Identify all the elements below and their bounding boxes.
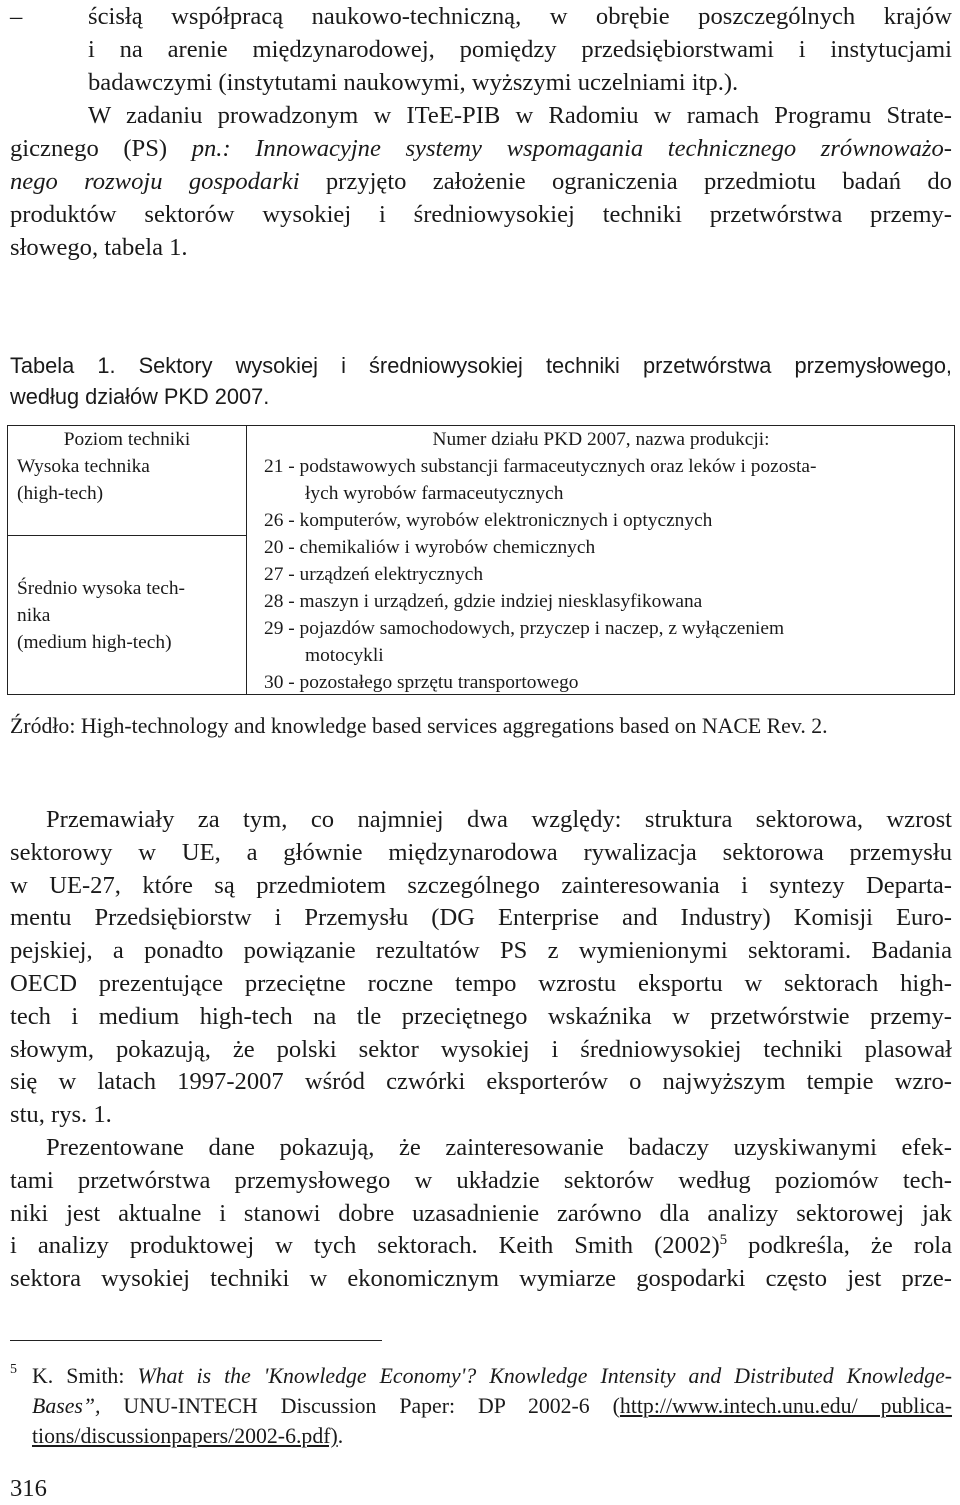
table-cell: 30 - pozostałego sprzętu transportowego: [264, 672, 579, 693]
intro-paragraph: [10, 0, 952, 264]
text-line: Przemawiały za tym, co najmniej dwa względy: struktura sektorowa, wzrost: [46, 806, 952, 833]
text-line: niki jest aktualne i stanowi dobre uzasadnienie zarówno dla analizy sektorowej jak: [10, 1199, 952, 1227]
text-line: i na arenie międzynarodowej, pomiędzy przedsiębiorstwami i instytucjami: [88, 36, 952, 63]
footnote: [10, 1361, 952, 1451]
table-cell: 21 - podstawowych substancji farmaceutycznych oraz leków i pozosta-: [264, 456, 817, 477]
footnote-line: [10, 1421, 952, 1451]
footnote-separator: [10, 1340, 382, 1341]
table-cell: 20 - chemikaliów i wyrobów chemicznych: [264, 537, 596, 558]
text-line: się w latach 1997-2007 wśród czwórki eksporterów o najwyższym tempie wzro-: [10, 1068, 952, 1096]
text-segment: przyjęto założenie ograniczenia przedmiotu badań do: [299, 168, 952, 195]
level-label: Wysoka technika: [17, 456, 150, 477]
table-cell: 26 - komputerów, wyrobów elektronicznych i optycznych: [264, 510, 713, 531]
caption-line: według działów PKD 2007.: [10, 384, 270, 409]
level-label: nika: [17, 605, 51, 626]
text-segment: i analizy produktowej w tych sektorach. Keith Smith (2002): [10, 1232, 720, 1260]
text-line: [10, 1230, 952, 1263]
body-text: [10, 804, 952, 1296]
text-segment: gicznego (PS): [10, 135, 192, 162]
dash-bullet: –: [10, 3, 23, 30]
pkd-sectors-table: [7, 425, 955, 695]
page-number: 316: [10, 1475, 47, 1502]
table-caption: [10, 350, 952, 412]
text-line: produktów sektorów wysokiej i średniowysokiej techniki przetwórstwa przemy-: [10, 201, 952, 228]
text-line: Prezentowane dane pokazują, że zainteresowanie badaczy uzyskiwanymi efek-: [46, 1133, 952, 1161]
text-line: [10, 165, 952, 198]
text-line: słowego, tabela 1.: [10, 234, 188, 261]
footnote-link[interactable]: http://www.intech.unu.edu/ publica-: [619, 1394, 952, 1418]
text-segment: UNU-INTECH Discussion Paper: DP 2002-6 (: [100, 1394, 620, 1418]
text-line: słowym, pokazują, że polski sektor wysokiej i średniowysokiej techniki plasował: [10, 1035, 952, 1063]
table-cell: motocykli: [305, 645, 384, 666]
table-cell: 28 - maszyn i urządzeń, gdzie indziej niesklasyfikowana: [264, 591, 703, 612]
italic-title: What is the 'Knowledge Economy'? Knowledge Intensity and Distributed Knowledge-: [137, 1364, 952, 1388]
table-row-divider: [8, 535, 246, 536]
header-pkd: Numer działu PKD 2007, nazwa produkcji:: [432, 429, 770, 450]
text-line: stu, rys. 1.: [10, 1101, 112, 1129]
text-segment: podkreśla, że rola: [727, 1232, 952, 1260]
italic-title: pn.: Innowacyjne systemy wspomagania technicznego zrównoważo-: [191, 135, 952, 162]
footnote-line: [10, 1361, 952, 1391]
table-column-divider: [246, 426, 247, 694]
source-line: Źródło: High-technology and knowledge based services aggregations based on NACE Rev. 2.: [10, 714, 828, 738]
level-label: (high-tech): [17, 483, 104, 504]
table-cell: 29 - pojazdów samochodowych, przyczep i naczep, z wyłączeniem: [264, 618, 785, 639]
footnote-ref[interactable]: 5: [719, 1232, 728, 1249]
text-segment: K. Smith:: [32, 1364, 138, 1388]
text-line: ścisłą współpracą naukowo-techniczną, w obrębie poszczególnych krajów: [88, 3, 952, 30]
level-label: (medium high-tech): [17, 632, 172, 653]
level-label: Średnio wysoka tech-: [17, 578, 186, 599]
text-segment: .: [337, 1424, 344, 1448]
table-cell: łych wyrobów farmaceutycznych: [305, 483, 564, 504]
footnote-mark: 5: [10, 1362, 17, 1377]
source-note: [10, 711, 952, 742]
header-level: Poziom techniki: [63, 429, 191, 450]
text-line: mentu Przedsiębiorstw i Przemysłu (DG Enterprise and Industry) Komisji Euro-: [10, 904, 952, 932]
text-line: OECD prezentujące przeciętne roczne tempo wzrostu eksportu w sektorach high-: [10, 969, 952, 997]
text-line: sektorowy w UE, a głównie międzynarodowa rywalizacja sektorowa przemysłu: [10, 838, 952, 866]
text-line: tech i medium high-tech na tle przeciętnego wskaźnika w przetwórstwie przemy-: [10, 1002, 952, 1030]
table-cell: 27 - urządzeń elektrycznych: [264, 564, 484, 585]
footnote-line: [10, 1391, 952, 1421]
text-line: W zadaniu prowadzonym w ITeE-PIB w Radomiu w ramach Programu Strate-: [88, 102, 952, 129]
text-line: badawczymi (instytutami naukowymi, wyższymi uczelniami itp.).: [88, 69, 739, 96]
footnote-link[interactable]: tions/discussionpapers/2002-6.pdf): [32, 1424, 338, 1448]
caption-line: Tabela 1. Sektory wysokiej i średniowysokiej techniki przetwórstwa przemysłowego,: [10, 353, 952, 378]
text-line: w UE-27, które są przedmiotem szczególnego zainteresowania i syntezy Departa-: [10, 871, 952, 899]
italic-title: nego rozwoju gospodarki: [10, 168, 300, 195]
text-line: sektora wysokiej techniki w ekonomicznym wymiarze gospodarki często jest prze-: [10, 1265, 952, 1293]
text-line: [10, 132, 952, 165]
italic-title: Bases”,: [32, 1394, 101, 1418]
text-line: tami przetwórstwa przemysłowego w układzie sektorów według poziomów tech-: [10, 1166, 952, 1194]
text-line: pejskiej, a ponadto powiązanie rezultatów PS z wymienionymi sektorami. Badania: [10, 937, 952, 965]
